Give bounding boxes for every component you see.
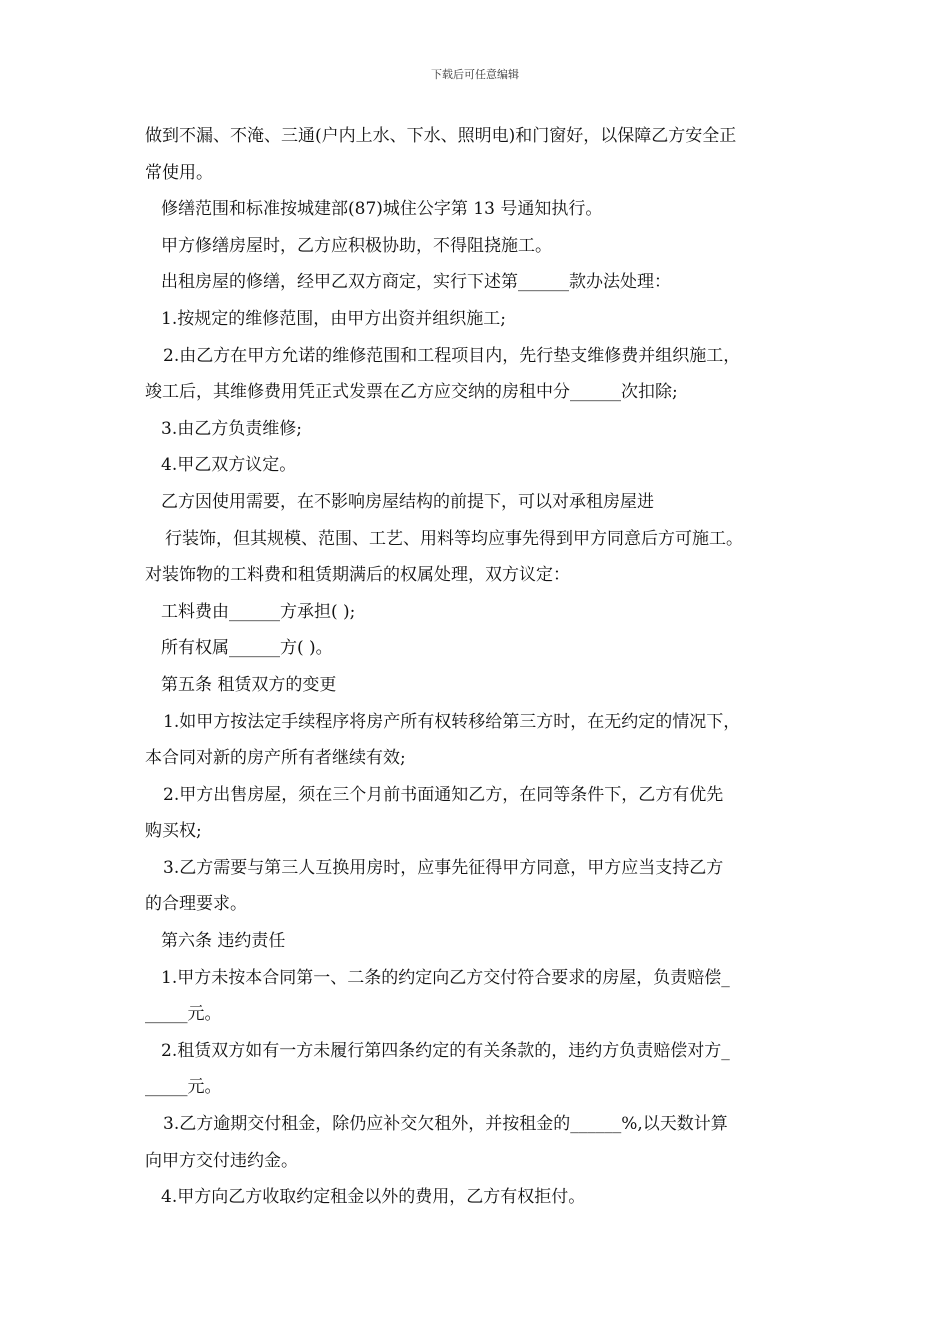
document-line: 出租房屋的修缮，经甲乙双方商定，实行下述第______款办法处理： bbox=[161, 272, 671, 293]
document-line: 2.由乙方在甲方允诺的维修范围和工程项目内，先行垫支维修费并组织施工， bbox=[163, 345, 741, 366]
document-body bbox=[145, 118, 825, 1216]
document-line: 3.由乙方负责维修; bbox=[161, 418, 302, 439]
document-line: 本合同对新的房产所有者继续有效; bbox=[145, 748, 406, 769]
document-line: 甲方修缮房屋时，乙方应积极协助，不得阻挠施工。 bbox=[161, 235, 552, 256]
document-line: 行装饰，但其规模、范围、工艺、用料等均应事先得到甲方同意后方可施工。 bbox=[165, 528, 743, 549]
document-line: 常使用。 bbox=[145, 162, 213, 183]
document-line: 1.按规定的维修范围，由甲方出资并组织施工; bbox=[161, 308, 506, 329]
document-line: 所有权属______方( )。 bbox=[161, 638, 333, 659]
page-header-note: 下载后可任意编辑 bbox=[431, 68, 519, 81]
document-line: 2.租赁双方如有一方未履行第四条约定的有关条款的，违约方负责赔偿对方_ bbox=[161, 1040, 730, 1061]
document-line: _____元。 bbox=[145, 1004, 222, 1025]
document-line: 4.甲乙双方议定。 bbox=[161, 455, 297, 476]
document-line: 向甲方交付违约金。 bbox=[145, 1150, 298, 1171]
document-line: 做到不漏、不淹、三通(户内上水、下水、照明电)和门窗好，以保障乙方安全正 bbox=[145, 126, 737, 146]
document-line: 乙方因使用需要，在不影响房屋结构的前提下，可以对承租房屋进 bbox=[161, 491, 654, 512]
document-line: 3.乙方逾期交付租金，除仍应补交欠租外，并按租金的______%,以天数计算 bbox=[163, 1114, 728, 1135]
document-line: 第六条 违约责任 bbox=[161, 931, 286, 952]
document-line: 对装饰物的工料费和租赁期满后的权属处理，双方议定： bbox=[145, 565, 570, 586]
document-line: 1.甲方未按本合同第一、二条的约定向乙方交付符合要求的房屋，负责赔偿_ bbox=[161, 967, 730, 988]
document-line: 3.乙方需要与第三人互换用房时，应事先征得甲方同意，甲方应当支持乙方 bbox=[163, 857, 724, 878]
document-line: 修缮范围和标准按城建部(87)城住公字第 13 号通知执行。 bbox=[161, 199, 603, 220]
document-line: 竣工后，其维修费用凭正式发票在乙方应交纳的房租中分______次扣除; bbox=[145, 382, 678, 403]
document-line: 2.甲方出售房屋，须在三个月前书面通知乙方，在同等条件下，乙方有优先 bbox=[163, 784, 724, 805]
document-line: 工料费由______方承担( ); bbox=[161, 601, 356, 622]
document-line: 第五条 租赁双方的变更 bbox=[161, 674, 337, 695]
document-line: 1.如甲方按法定手续程序将房产所有权转移给第三方时，在无约定的情况下， bbox=[163, 711, 741, 732]
document-line: 4.甲方向乙方收取约定租金以外的费用，乙方有权拒付。 bbox=[161, 1187, 586, 1208]
document-line: _____元。 bbox=[145, 1077, 222, 1098]
document-line: 购买权; bbox=[145, 821, 202, 842]
document-line: 的合理要求。 bbox=[145, 894, 247, 915]
